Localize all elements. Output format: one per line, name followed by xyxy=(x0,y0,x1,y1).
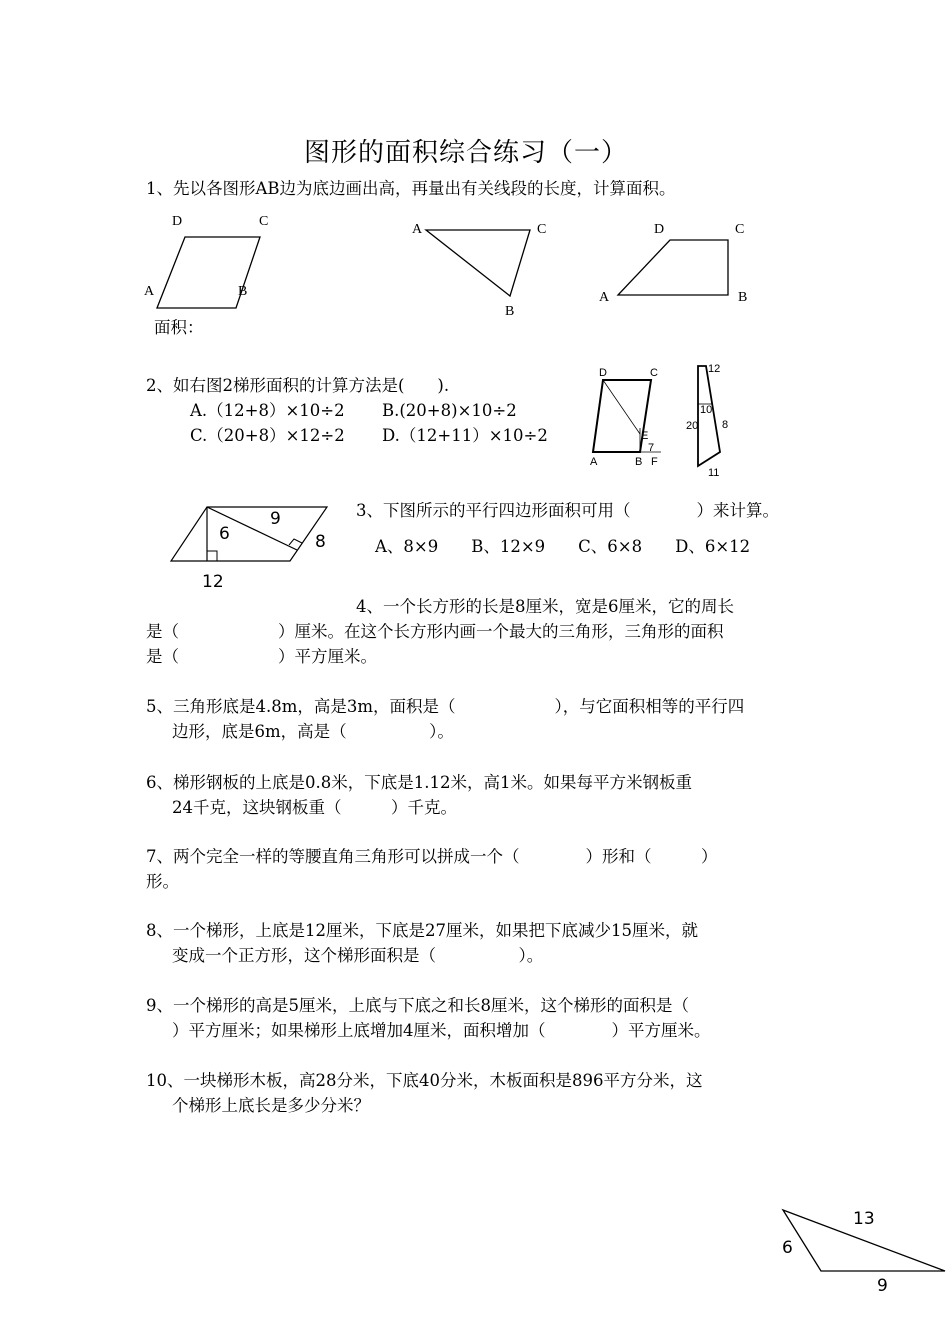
page-title: 图形的面积综合练习（一） xyxy=(304,138,629,168)
question-7-line-1: 7、两个完全一样的等腰直角三角形可以拼成一个（ ）形和（ ） xyxy=(146,847,718,866)
q2-fig-a-diagonal xyxy=(603,380,640,434)
q2-fig-b-label-8: 8 xyxy=(722,419,729,431)
question-4-line-2: 是（ ）厘米。在这个长方形内画一个最大的三角形，三角形的面积 xyxy=(146,622,724,641)
q1-area-label: 面积： xyxy=(154,318,204,337)
q3-fig-label-6: 6 xyxy=(219,524,230,544)
q2-fig-b-label-20: 20 xyxy=(686,420,699,432)
q2-fig-a-label-7: 7 xyxy=(648,442,655,454)
question-9-line-1: 9、一个梯形的高是5厘米，上底与下底之和长8厘米，这个梯形的面积是（ xyxy=(146,996,689,1015)
q3-options: A、8×9 B、12×9 C、6×8 D、6×12 xyxy=(375,537,751,556)
q1-shape1-label-d: D xyxy=(172,214,183,229)
question-6-line-2: 24千克，这块钢板重（ ）千克。 xyxy=(172,798,457,817)
q1-shape1-label-b: B xyxy=(238,284,248,299)
q2-fig-b-label-12: 12 xyxy=(708,363,721,375)
bottom-triangle-label-6: 6 xyxy=(782,1238,793,1258)
q1-shape1-label-c: C xyxy=(259,214,269,229)
q1-shape3-label-d: D xyxy=(654,222,665,237)
q1-shape3-label-b: B xyxy=(738,290,748,305)
question-3-text: 3、下图所示的平行四边形面积可用（ ）来计算。 xyxy=(356,501,779,520)
question-4-line-1: 4、一个长方形的长是8厘米，宽是6厘米，它的周长 xyxy=(356,597,734,616)
q3-fig-label-12: 12 xyxy=(202,572,224,592)
q1-trapezoid-figure xyxy=(610,232,740,302)
q2-fig-a-label-a: A xyxy=(590,456,598,468)
q1-shape3-label-a: A xyxy=(599,290,610,305)
q3-fig-right-angle xyxy=(207,551,217,561)
q3-parallelogram-figure xyxy=(165,497,340,572)
q2-fig-b-shape xyxy=(698,366,720,466)
q2-fig-b-label-10: 10 xyxy=(700,404,713,416)
question-10-line-1: 10、一块梯形木板，高28分米，下底40分米，木板面积是896平方分米，这 xyxy=(146,1071,703,1090)
q3-fig-label-9: 9 xyxy=(270,509,281,529)
question-9-line-2: ）平方厘米；如果梯形上底增加4厘米，面积增加（ ）平方厘米。 xyxy=(172,1021,711,1040)
question-5-line-1: 5、三角形底是4.8m，高是3m，面积是（ ），与它面积相等的平行四 xyxy=(146,697,745,716)
q1-triangle-figure xyxy=(420,220,550,310)
question-4-line-3: 是（ ）平方厘米。 xyxy=(146,647,377,666)
question-1-text: 1、先以各图形AB边为底边画出高，再量出有关线段的长度，计算面积。 xyxy=(146,179,676,198)
question-6-line-1: 6、梯形钢板的上底是0.8米，下底是1.12米，高1米。如果每平方米钢板重 xyxy=(146,773,692,792)
q2-figure-trapezoid xyxy=(690,362,740,472)
q1-shape2-label-c: C xyxy=(537,222,547,237)
q2-option-d: D.（12+11）×10÷2 xyxy=(382,426,548,445)
q2-option-c: C.（20+8）×12÷2 xyxy=(190,426,345,445)
bottom-triangle-label-13: 13 xyxy=(853,1209,875,1229)
question-2-text: 2、如右图2梯形面积的计算方法是( ). xyxy=(146,376,450,395)
question-10-line-2: 个梯形上底长是多少分米？ xyxy=(172,1096,370,1115)
question-8-line-1: 8、一个梯形，上底是12厘米，下底是27厘米，如果把下底减少15厘米，就 xyxy=(146,921,698,940)
bottom-triangle-label-9: 9 xyxy=(877,1276,888,1296)
question-8-line-2: 变成一个正方形，这个梯形面积是（ ）。 xyxy=(172,946,544,965)
q1-shape2-label-b: B xyxy=(505,304,515,319)
q1-shape3-label-c: C xyxy=(735,222,745,237)
question-7-line-2: 形。 xyxy=(146,872,179,891)
q3-fig-shape xyxy=(171,507,327,561)
q2-fig-a-label-e: E xyxy=(641,430,649,442)
q3-fig-right-angle-2 xyxy=(289,539,302,545)
q2-fig-a-label-f: F xyxy=(651,456,658,468)
q1-trapezoid-shape xyxy=(618,240,728,295)
q2-fig-a-label-b: B xyxy=(635,456,643,468)
question-5-line-2: 边形，底是6m，高是（ ）。 xyxy=(172,722,454,741)
q1-shape1-label-a: A xyxy=(144,284,155,299)
q2-fig-a-label-d: D xyxy=(599,367,607,379)
q2-option-a: A.（12+8）×10÷2 xyxy=(190,401,345,420)
q2-option-b: B.(20+8)×10÷2 xyxy=(382,401,517,420)
q1-shape2-label-a: A xyxy=(412,222,423,237)
q2-fig-a-label-c: C xyxy=(650,367,658,379)
q2-fig-b-label-11: 11 xyxy=(708,467,720,479)
q3-fig-label-8: 8 xyxy=(315,532,326,552)
q1-triangle-shape xyxy=(426,230,530,296)
